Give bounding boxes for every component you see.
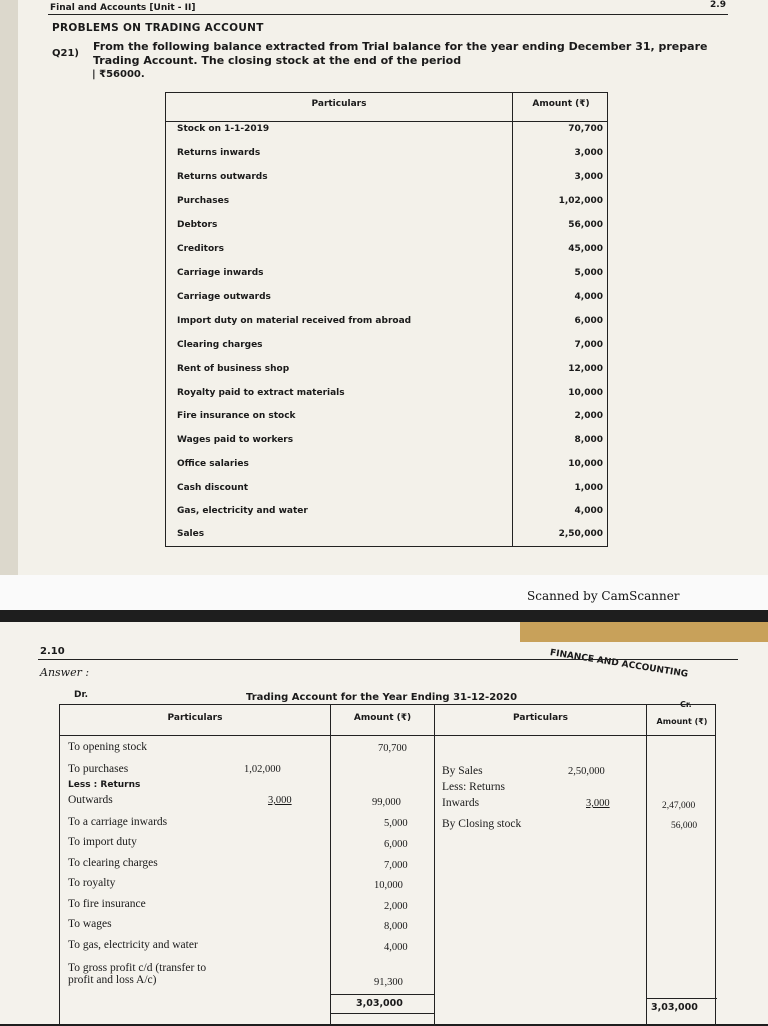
- row-particulars: Royalty paid to extract materials: [177, 388, 345, 398]
- debit-label: Dr.: [74, 690, 89, 700]
- debit-fire-insurance: To fire insurance: [68, 898, 146, 910]
- debit-royalty-amount: 10,000: [374, 880, 403, 891]
- credit-net-sales-amount: 2,47,000: [662, 801, 696, 811]
- column-divider: [434, 705, 435, 1026]
- table-row: [166, 292, 609, 315]
- debit-opening-stock-amount: 70,700: [378, 743, 407, 754]
- row-particulars: Clearing charges: [177, 340, 263, 350]
- row-amount: 12,000: [568, 364, 603, 374]
- trading-account-table: [59, 704, 716, 1026]
- debit-outwards: Outwards: [68, 794, 113, 806]
- debit-carriage-amount: 5,000: [384, 818, 408, 829]
- column-header-amount: Amount (₹): [532, 99, 590, 109]
- column-divider: [330, 705, 331, 1026]
- table-row: [166, 268, 609, 291]
- table-row: [166, 506, 609, 529]
- running-header: Final and Accounts [Unit - II]: [50, 3, 196, 13]
- row-amount: 4,000: [574, 506, 603, 516]
- row-amount: 56,000: [568, 220, 603, 230]
- debit-wages-amount: 8,000: [384, 921, 408, 932]
- debit-purchases: To purchases: [68, 763, 129, 775]
- column-divider: [646, 705, 647, 1026]
- credit-total: 3,03,000: [651, 1002, 698, 1013]
- row-particulars: Import duty on material received from abroad: [177, 316, 412, 326]
- debit-gas-electricity-amount: 4,000: [384, 942, 408, 953]
- debit-fire-insurance-amount: 2,000: [384, 901, 408, 912]
- section-title: PROBLEMS ON TRADING ACCOUNT: [52, 22, 264, 34]
- row-particulars: Returns outwards: [177, 172, 268, 182]
- table-row: [166, 148, 609, 171]
- column-header-left-particulars: Particulars: [167, 713, 223, 723]
- debit-import-duty: To import duty: [68, 836, 137, 848]
- credit-total-rule: [647, 998, 717, 999]
- scan-watermark: Scanned by CamScanner: [527, 589, 680, 603]
- header-rule: [48, 14, 728, 15]
- debit-purchases-inner: 1,02,000: [244, 764, 281, 775]
- page-number: 2.9: [710, 0, 726, 10]
- credit-sales-inner: 2,50,000: [568, 766, 605, 777]
- row-particulars: Rent of business shop: [177, 364, 290, 374]
- debit-gross-profit: To gross profit c/d (transfer to: [68, 962, 207, 974]
- credit-inwards-inner: 3,000: [586, 798, 610, 809]
- debit-clearing: To clearing charges: [68, 857, 158, 869]
- page-corner-tab: [520, 622, 768, 642]
- debit-total-rule: [331, 994, 434, 995]
- credit-closing-stock-amount: 56,000: [671, 821, 698, 831]
- credit-inwards: Inwards: [442, 797, 480, 809]
- question-closing-stock: | ₹56000.: [92, 69, 145, 80]
- column-header-right-amount: Amount (₹): [656, 717, 708, 726]
- row-amount: 7,000: [574, 340, 603, 350]
- header-rule: [38, 659, 738, 660]
- table-row: [166, 364, 609, 387]
- debit-net-purchases-amount: 99,000: [372, 797, 401, 808]
- credit-closing-stock: By Closing stock: [442, 818, 522, 830]
- debit-gas-electricity: To gas, electricity and water: [68, 939, 198, 951]
- row-amount: 10,000: [568, 459, 603, 469]
- table-row: [166, 411, 609, 434]
- row-particulars: Purchases: [177, 196, 230, 206]
- debit-clearing-amount: 7,000: [384, 860, 408, 871]
- account-title: Trading Account for the Year Ending 31-12-2020: [246, 692, 518, 703]
- row-particulars: Stock on 1-1-2019: [177, 124, 270, 134]
- debit-import-duty-amount: 6,000: [384, 839, 408, 850]
- row-particulars: Fire insurance on stock: [177, 411, 296, 421]
- row-amount: 70,700: [568, 124, 603, 134]
- credit-less-returns: Less: Returns: [442, 781, 505, 793]
- table-row: [166, 388, 609, 411]
- row-particulars: Gas, electricity and water: [177, 506, 308, 516]
- row-particulars: Cash discount: [177, 483, 249, 493]
- debit-total-underline: [331, 1013, 434, 1014]
- column-header-right-particulars: Particulars: [513, 713, 568, 723]
- credit-sales: By Sales: [442, 765, 483, 777]
- answer-label: Answer :: [40, 666, 90, 679]
- debit-less-returns: Less : Returns: [68, 780, 141, 790]
- credit-label: Cr.: [680, 700, 692, 709]
- row-amount: 2,000: [574, 411, 603, 421]
- table-row: [166, 459, 609, 482]
- debit-outwards-inner: 3,000: [268, 795, 292, 806]
- row-particulars: Sales: [177, 529, 205, 539]
- debit-gross-profit-amount: 91,300: [374, 977, 403, 988]
- row-particulars: Carriage inwards: [177, 268, 264, 278]
- row-amount: 2,50,000: [558, 529, 603, 539]
- question-text: From the following balance extracted from Trial balance for the year ending December 31, prepare Trading Account. The closing stock at the end of the period: [93, 40, 708, 67]
- header-rule: [60, 735, 715, 736]
- row-amount: 1,02,000: [558, 196, 603, 206]
- column-header-left-amount: Amount (₹): [353, 713, 412, 723]
- row-particulars: Office salaries: [177, 459, 249, 469]
- trial-balance-table: [165, 92, 608, 547]
- table-row: [166, 340, 609, 363]
- row-particulars: Creditors: [177, 244, 224, 254]
- row-amount: 6,000: [574, 316, 603, 326]
- table-row: [166, 172, 609, 195]
- debit-opening-stock: To opening stock: [68, 741, 148, 753]
- table-row: [166, 483, 609, 506]
- header-rule: [166, 121, 607, 122]
- row-amount: 4,000: [574, 292, 603, 302]
- table-row: [166, 220, 609, 243]
- row-amount: 3,000: [574, 148, 603, 158]
- column-header-particulars: Particulars: [311, 99, 367, 109]
- row-amount: 3,000: [574, 172, 603, 182]
- debit-carriage: To a carriage inwards: [68, 816, 168, 828]
- running-header: FINANCE AND ACCOUNTING: [549, 648, 689, 680]
- debit-gross-profit-cont: profit and loss A/c): [68, 974, 157, 986]
- row-particulars: Carriage outwards: [177, 292, 271, 302]
- row-amount: 10,000: [568, 388, 603, 398]
- debit-total: 3,03,000: [356, 998, 403, 1009]
- row-amount: 5,000: [574, 268, 603, 278]
- row-particulars: Debtors: [177, 220, 218, 230]
- row-amount: 8,000: [574, 435, 603, 445]
- page-number: 2.10: [40, 646, 65, 657]
- table-row: [166, 529, 609, 552]
- row-amount: 1,000: [574, 483, 603, 493]
- table-row: [166, 124, 609, 147]
- question-number: Q21): [52, 48, 79, 59]
- table-row: [166, 196, 609, 219]
- textbook-page-bottom: [0, 622, 768, 1024]
- table-row: [166, 244, 609, 267]
- row-particulars: Returns inwards: [177, 148, 261, 158]
- debit-royalty: To royalty: [68, 877, 116, 889]
- row-amount: 45,000: [568, 244, 603, 254]
- debit-wages: To wages: [68, 918, 112, 930]
- table-row: [166, 316, 609, 339]
- page-binding-edge: [0, 0, 18, 575]
- table-row: [166, 435, 609, 458]
- row-particulars: Wages paid to workers: [177, 435, 294, 445]
